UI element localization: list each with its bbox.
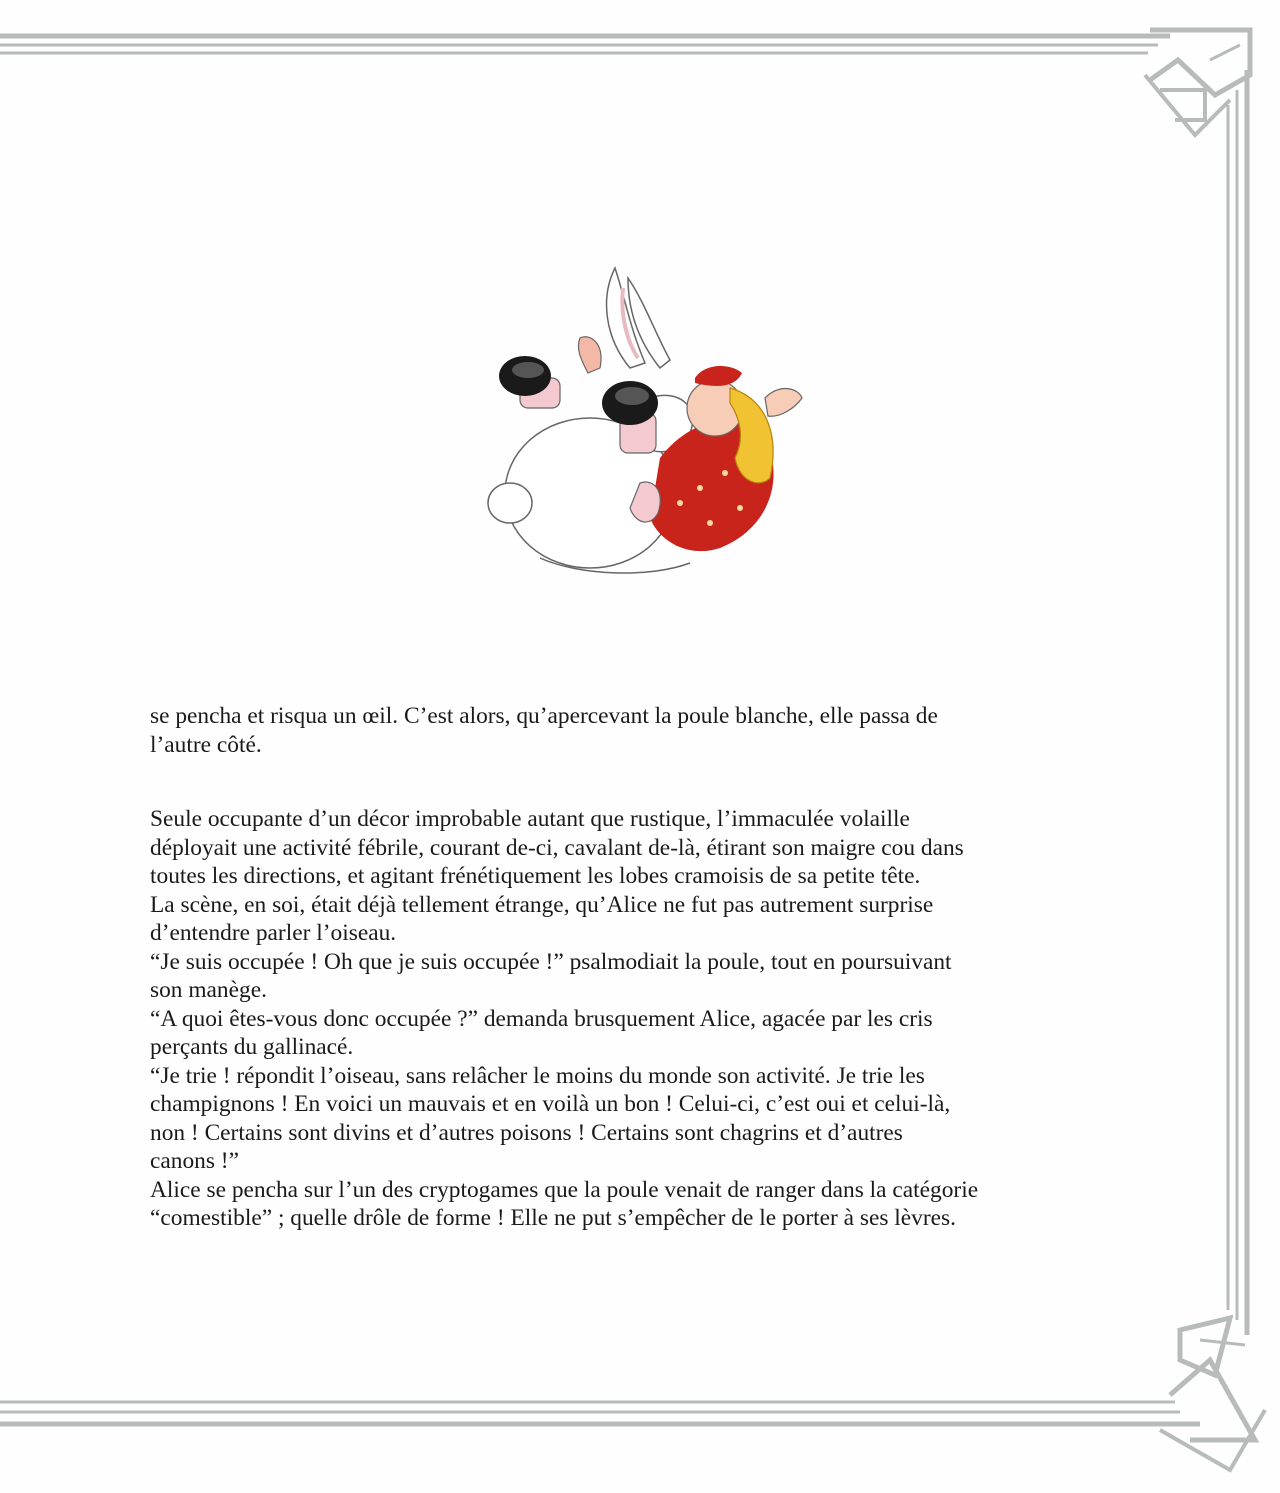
text-line: son manège. xyxy=(150,977,267,1003)
text-line: “comestible” ; quelle drôle de forme ! Elle ne put s’empêcher de le porter à ses lèvres. xyxy=(150,1205,956,1231)
text-line: déployait une activité fébrile, courant de-ci, cavalant de-là, étirant son maigre cou dans xyxy=(150,834,964,861)
text-line: Seule occupante d’un décor improbable autant que rustique, l’immaculée volaille xyxy=(150,806,910,832)
story-text xyxy=(150,702,1150,1233)
paragraph-1 xyxy=(150,702,1150,759)
text-line: d’entendre parler l’oiseau. xyxy=(150,920,397,946)
text-line: toutes les directions, et agitant frénétiquement les lobes cramoisis de sa petite tête. xyxy=(150,863,921,889)
text-line: La scène, en soi, était déjà tellement étrange, qu’Alice ne fut pas autrement surprise xyxy=(150,891,934,918)
text-line: “Je suis occupée ! Oh que je suis occupée !” psalmodiait la poule, tout en poursuivant xyxy=(150,948,952,975)
text-line: non ! Certains sont divins et d’autres poisons ! Certains sont chagrins et d’autres xyxy=(150,1119,903,1146)
text-line: canons !” xyxy=(150,1148,239,1174)
text-line: se pencha et risqua un œil. C’est alors, qu’apercevant la poule blanche, elle passa de xyxy=(150,703,938,729)
text-line: “A quoi êtes-vous donc occupée ?” demanda brusquement Alice, agacée par les cris xyxy=(150,1005,933,1032)
text-line: perçants du gallinacé. xyxy=(150,1034,354,1060)
paragraph-2 xyxy=(150,805,1150,1233)
text-line: Alice se pencha sur l’un des cryptogames que la poule venait de ranger dans la catégorie xyxy=(150,1176,979,1203)
paragraph-spacer xyxy=(150,759,1150,805)
rabbit-and-alice-illustration xyxy=(480,258,820,588)
text-line: l’autre côté. xyxy=(150,731,262,758)
text-line: champignons ! En voici un mauvais et en voilà un bon ! Celui-ci, c’est oui et celui-là, xyxy=(150,1091,951,1117)
text-line: “Je trie ! répondit l’oiseau, sans relâcher le moins du monde son activité. Je trie les xyxy=(150,1062,925,1089)
